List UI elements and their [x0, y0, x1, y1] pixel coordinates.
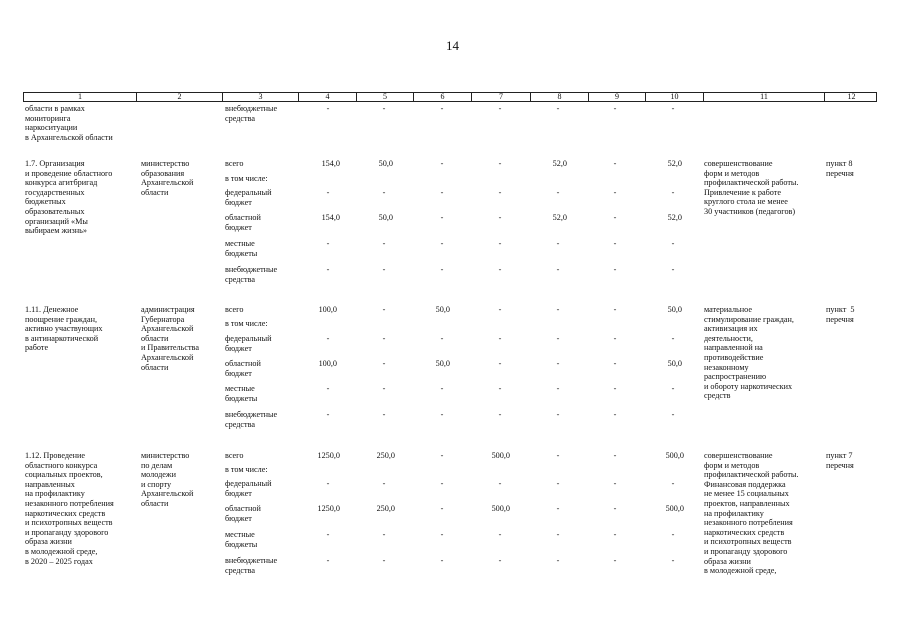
header-col-9: 9	[588, 93, 645, 101]
cell-dash: -	[326, 530, 330, 539]
cell-dash: -	[613, 104, 617, 113]
cell-dash: -	[613, 188, 617, 197]
row-1-12-total-col10: 500,0	[665, 451, 684, 460]
source-regional: областной бюджет	[225, 504, 261, 523]
row-1-12-total-col4: 1250,0	[317, 451, 340, 460]
cell-dash: -	[556, 305, 560, 314]
row-1-7-total-col10: 52,0	[667, 159, 682, 168]
cell-dash: -	[498, 104, 502, 113]
cell-dash: -	[671, 384, 675, 393]
cell-dash: -	[613, 410, 617, 419]
cell-dash: -	[556, 556, 560, 565]
cell-dash: -	[326, 556, 330, 565]
row-1-11-regional-col6: 50,0	[435, 359, 450, 368]
cell-dash: -	[671, 479, 675, 488]
cell-dash: -	[382, 384, 386, 393]
cell-dash: -	[671, 239, 675, 248]
cell-dash: -	[326, 479, 330, 488]
cell-dash: -	[382, 104, 386, 113]
cell-dash: -	[498, 265, 502, 274]
cell-dash: -	[382, 334, 386, 343]
cell-dash: -	[613, 239, 617, 248]
continued-row-source: внебюджетные средства	[225, 104, 278, 123]
cell-dash: -	[671, 410, 675, 419]
cell-dash: -	[498, 384, 502, 393]
header-col-2: 2	[136, 93, 222, 101]
cell-dash: -	[613, 384, 617, 393]
cell-dash: -	[382, 556, 386, 565]
cell-dash: -	[440, 410, 444, 419]
source-federal: федеральный бюджет	[225, 334, 272, 353]
row-1-11-executor: администрация Губернатора Архангельской области и Правительства Архангельской области	[141, 305, 199, 372]
source-extrabudgetary: внебюджетные средства	[225, 265, 278, 284]
cell-dash: -	[326, 104, 330, 113]
cell-dash: -	[440, 384, 444, 393]
source-extrabudgetary: внебюджетные средства	[225, 410, 278, 429]
row-1-11-regional-col4: 100,0	[318, 359, 337, 368]
cell-dash: -	[498, 334, 502, 343]
cell-dash: -	[382, 305, 386, 314]
row-1-7-regional-col8: 52,0	[552, 213, 567, 222]
cell-dash: -	[498, 188, 502, 197]
cell-dash: -	[498, 530, 502, 539]
cell-dash: -	[613, 265, 617, 274]
cell-dash: -	[556, 410, 560, 419]
cell-dash: -	[671, 530, 675, 539]
cell-dash: -	[326, 334, 330, 343]
row-1-11-result: материальное стимулирование граждан, активизация их деятельности, направленной на противодействие незаконному распространению и обороту наркотических средств	[704, 305, 794, 401]
cell-dash: -	[440, 213, 444, 222]
row-1-12-regional-col10: 500,0	[665, 504, 684, 513]
row-1-11-regional-col10: 50,0	[667, 359, 682, 368]
cell-dash: -	[382, 359, 386, 368]
row-1-7-reference: пункт 8 перечня	[826, 159, 854, 178]
row-1-11-total-col10: 50,0	[667, 305, 682, 314]
cell-dash: -	[440, 188, 444, 197]
cell-dash: -	[556, 104, 560, 113]
cell-dash: -	[613, 159, 617, 168]
cell-dash: -	[613, 556, 617, 565]
cell-dash: -	[382, 530, 386, 539]
header-col-11: 11	[703, 93, 824, 101]
row-1-12-regional-col4: 1250,0	[317, 504, 340, 513]
source-regional: областной бюджет	[225, 359, 261, 378]
header-col-1: 1	[78, 92, 82, 101]
row-1-12-total-col7: 500,0	[491, 451, 510, 460]
row-1-7-regional-col10: 52,0	[667, 213, 682, 222]
row-1-7-total-col8: 52,0	[552, 159, 567, 168]
cell-dash: -	[613, 504, 617, 513]
cell-dash: -	[671, 104, 675, 113]
source-federal: федеральный бюджет	[225, 188, 272, 207]
cell-dash: -	[671, 334, 675, 343]
cell-dash: -	[440, 504, 444, 513]
cell-dash: -	[326, 265, 330, 274]
row-1-7-description: 1.7. Организация и проведение областного конкурса агитбригад государственных бюджетных образовательных организаций «Мы выбираем жизнь»	[25, 159, 113, 236]
cell-dash: -	[326, 188, 330, 197]
row-1-11-description: 1.11. Денежное поощрение граждан, активно участвующих в антинаркотической работе	[25, 305, 103, 353]
cell-dash: -	[382, 479, 386, 488]
cell-dash: -	[440, 265, 444, 274]
header-col-3: 3	[222, 93, 298, 101]
continued-row-description: области в рамках мониторинга наркоситуации в Архангельской области	[25, 104, 113, 142]
cell-dash: -	[440, 530, 444, 539]
cell-dash: -	[556, 479, 560, 488]
cell-dash: -	[498, 479, 502, 488]
cell-dash: -	[498, 410, 502, 419]
cell-dash: -	[498, 159, 502, 168]
cell-dash: -	[671, 556, 675, 565]
cell-dash: -	[498, 305, 502, 314]
cell-dash: -	[556, 359, 560, 368]
cell-dash: -	[440, 556, 444, 565]
cell-dash: -	[498, 359, 502, 368]
cell-dash: -	[613, 359, 617, 368]
cell-dash: -	[382, 239, 386, 248]
source-total: всего	[225, 451, 244, 460]
header-col-12: 12	[824, 93, 878, 101]
row-1-7-executor: министерство образования Архангельской области	[141, 159, 194, 197]
row-1-11-reference: пункт 5 перечня	[826, 305, 855, 324]
cell-dash: -	[613, 530, 617, 539]
cell-dash: -	[613, 305, 617, 314]
row-1-12-reference: пункт 7 перечня	[826, 451, 854, 470]
source-local: местные бюджеты	[225, 239, 258, 258]
source-local: местные бюджеты	[225, 530, 258, 549]
cell-dash: -	[556, 451, 560, 460]
row-1-11-total-col6: 50,0	[435, 305, 450, 314]
cell-dash: -	[613, 479, 617, 488]
header-col-6: 6	[413, 93, 471, 101]
cell-dash: -	[382, 410, 386, 419]
cell-dash: -	[498, 556, 502, 565]
row-1-7-total-col5: 50,0	[378, 159, 393, 168]
row-1-11-total-col4: 100,0	[318, 305, 337, 314]
cell-dash: -	[440, 334, 444, 343]
cell-dash: -	[556, 239, 560, 248]
row-1-12-regional-col7: 500,0	[491, 504, 510, 513]
row-1-7-result: совершенствование форм и методов профилактической работы. Привлечение к работе круглого стола не менее 30 участников (педагогов)	[704, 159, 799, 216]
cell-dash: -	[326, 384, 330, 393]
page-number: 14	[446, 38, 459, 53]
cell-dash: -	[440, 451, 444, 460]
source-total: всего	[225, 305, 244, 314]
row-1-12-result: совершенствование форм и методов профилактической работы. Финансовая поддержка не менее 15 социальных проектов, направленных на профилактику незаконного потребления наркотических средств и психотропных веществ и пропаганду здорового образа жизни в молодежной среде,	[704, 451, 799, 576]
cell-dash: -	[556, 188, 560, 197]
source-total: всего	[225, 159, 244, 168]
row-1-12-regional-col5: 250,0	[376, 504, 395, 513]
cell-dash: -	[613, 451, 617, 460]
source-federal: федеральный бюджет	[225, 479, 272, 498]
source-including: в том числе:	[225, 174, 268, 183]
cell-dash: -	[556, 384, 560, 393]
cell-dash: -	[556, 265, 560, 274]
cell-dash: -	[556, 334, 560, 343]
row-1-12-total-col5: 250,0	[376, 451, 395, 460]
cell-dash: -	[671, 188, 675, 197]
cell-dash: -	[498, 213, 502, 222]
source-including: в том числе:	[225, 465, 268, 474]
cell-dash: -	[440, 239, 444, 248]
row-1-7-total-col4: 154,0	[321, 159, 340, 168]
header-col-7: 7	[471, 93, 530, 101]
source-extrabudgetary: внебюджетные средства	[225, 556, 278, 575]
source-regional: областной бюджет	[225, 213, 261, 232]
row-1-7-regional-col5: 50,0	[378, 213, 393, 222]
cell-dash: -	[498, 239, 502, 248]
row-1-12-description: 1.12. Проведение областного конкурса социальных проектов, направленных на профилактику незаконного потребления наркотических средств и психотропных веществ и пропаганду здорового образа жизни в молодежной среде, в 2020 – 2025 годах	[25, 451, 114, 566]
cell-dash: -	[440, 104, 444, 113]
cell-dash: -	[440, 479, 444, 488]
header-col-8: 8	[530, 93, 588, 101]
cell-dash: -	[613, 334, 617, 343]
cell-dash: -	[382, 188, 386, 197]
table-header-row	[23, 92, 877, 102]
cell-dash: -	[556, 530, 560, 539]
row-1-7-regional-col4: 154,0	[321, 213, 340, 222]
cell-dash: -	[326, 239, 330, 248]
cell-dash: -	[440, 159, 444, 168]
cell-dash: -	[613, 213, 617, 222]
header-col-4: 4	[298, 93, 356, 101]
source-including: в том числе:	[225, 319, 268, 328]
source-local: местные бюджеты	[225, 384, 258, 403]
row-1-12-executor: министерство по делам молодежи и спорту Архангельской области	[141, 451, 194, 508]
cell-dash: -	[382, 265, 386, 274]
cell-dash: -	[326, 410, 330, 419]
header-col-5: 5	[356, 93, 413, 101]
header-col-10: 10	[645, 93, 703, 101]
cell-dash: -	[556, 504, 560, 513]
cell-dash: -	[671, 265, 675, 274]
